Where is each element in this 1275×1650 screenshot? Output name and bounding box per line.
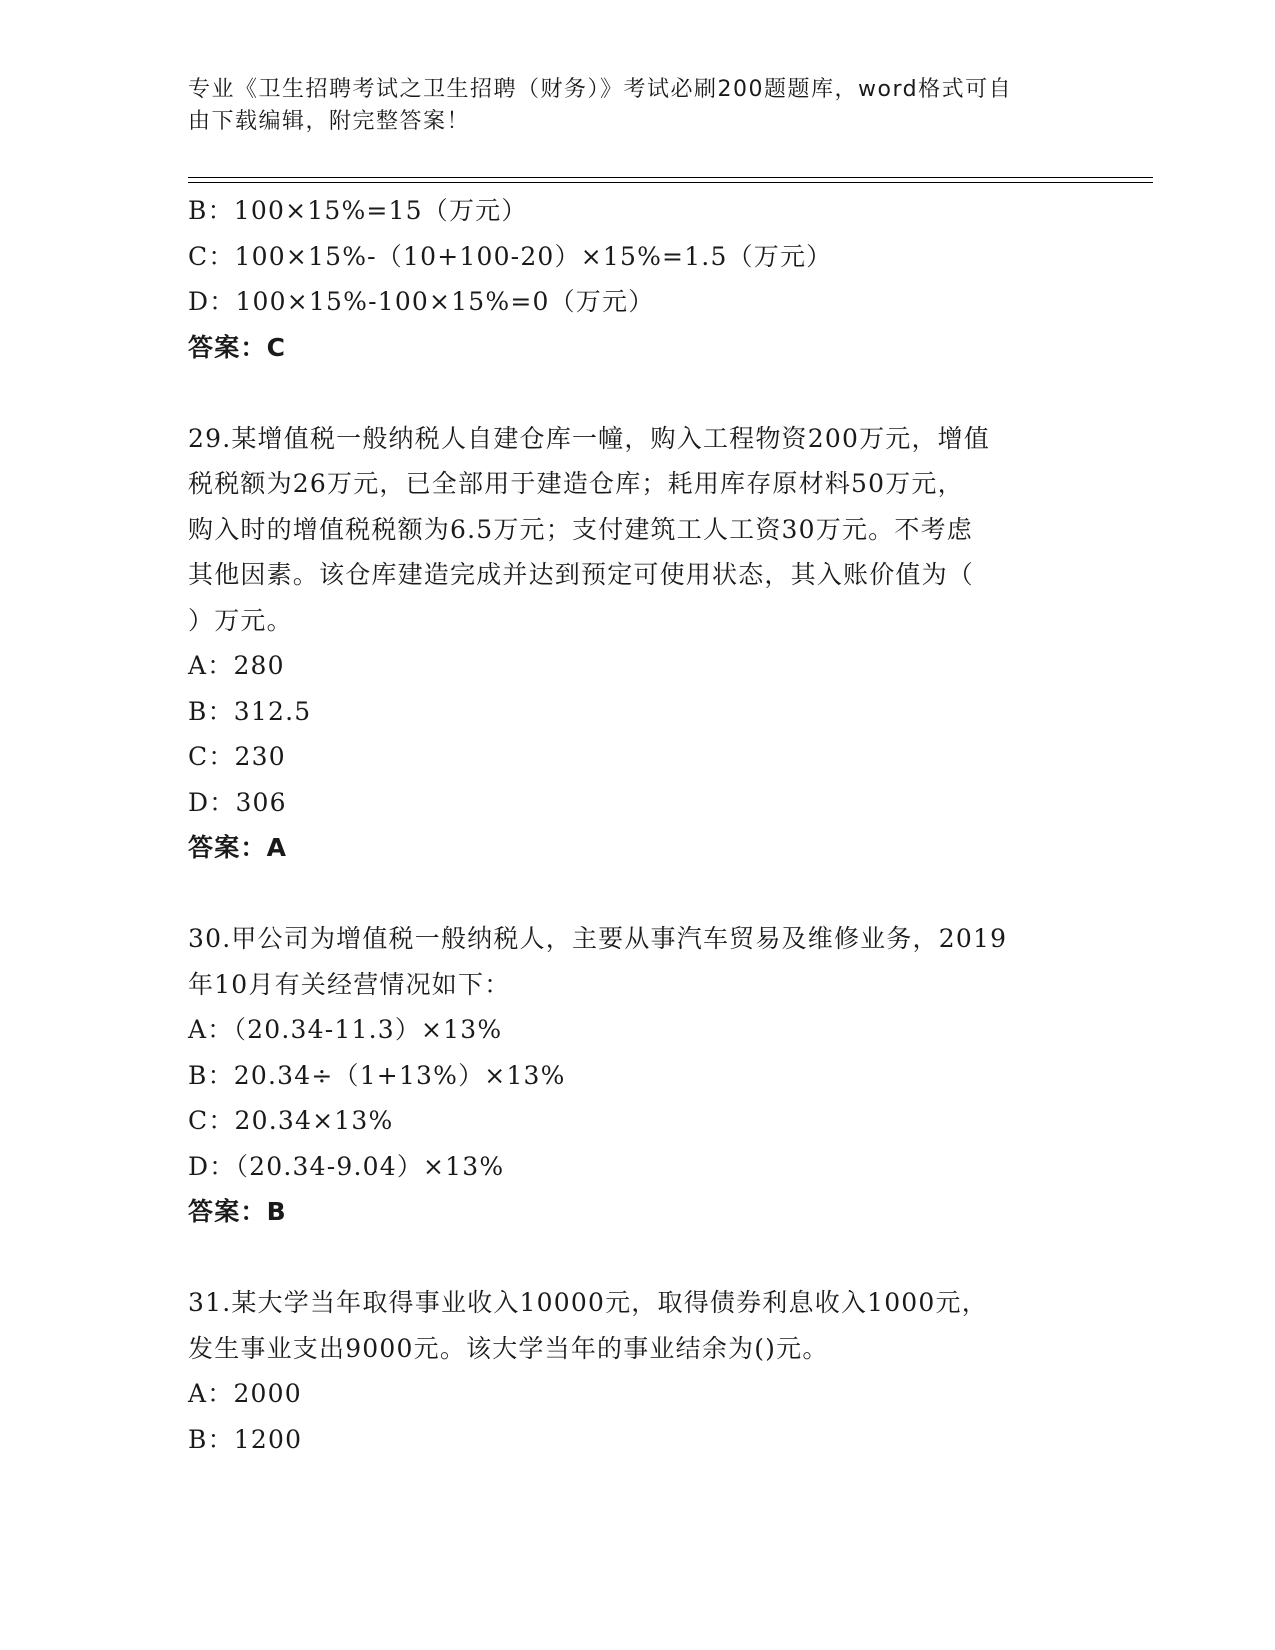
- spacer: [188, 871, 1088, 917]
- question-29-line: ）万元。: [188, 605, 293, 635]
- question-30-line: 年10月有关经营情况如下：: [188, 969, 511, 999]
- header-line-1: 专业《卫生招聘考试之卫生招聘（财务）》考试必刷200题题库，word格式可自: [188, 77, 1013, 102]
- question-29-options: [188, 643, 1088, 825]
- option-d: D：（20.34-9.04）×13%: [188, 1151, 505, 1181]
- option-b: B：1200: [188, 1424, 303, 1454]
- option-b: B：100×15%=15（万元）: [188, 196, 528, 225]
- question-29-answer: 答案：A: [188, 833, 288, 862]
- question-30-text: [188, 916, 1088, 1007]
- option-b: B：20.34÷（1+13%）×13%: [188, 1060, 566, 1090]
- question-31-text: [188, 1280, 1088, 1371]
- option-b: B：312.5: [188, 696, 312, 726]
- option-a: A：2000: [188, 1379, 302, 1408]
- option-d: D：306: [188, 787, 287, 817]
- document-header: [188, 74, 1088, 138]
- question-30-options: [188, 1007, 1088, 1189]
- header-divider-top: [188, 177, 1153, 178]
- header-divider-bottom: [188, 182, 1153, 183]
- question-30-line: 30.甲公司为增值税一般纳税人，主要从事汽车贸易及维修业务，2019: [188, 924, 1008, 953]
- spacer: [188, 1235, 1088, 1281]
- option-c: C：20.34×13%: [188, 1106, 394, 1135]
- option-c: C：230: [188, 742, 286, 771]
- question-29-line: 29.某增值税一般纳税人自建仓库一幢，购入工程物资200万元，增值: [188, 423, 991, 453]
- question-31-options: [188, 1371, 1088, 1462]
- prev-question-answer: 答案：C: [188, 332, 287, 362]
- option-a: A：280: [188, 651, 285, 680]
- option-c: C：100×15%-（10+100-20）×15%=1.5（万元）: [188, 241, 833, 271]
- question-31-line: 31.某大学当年取得事业收入10000元，取得债券利息收入1000元，: [188, 1288, 988, 1317]
- question-29-line: 购入时的增值税税额为6.5万元；支付建筑工人工资30万元。不考虑: [188, 514, 973, 544]
- prev-question-options: [188, 188, 1088, 325]
- question-31-line: 发生事业支出9000元。该大学当年的事业结余为()元。: [188, 1333, 829, 1363]
- spacer: [188, 370, 1088, 416]
- question-content: [188, 188, 1088, 1462]
- question-29-text: [188, 416, 1088, 644]
- question-29-line: 其他因素。该仓库建造完成并达到预定可使用状态，其入账价值为（: [188, 560, 975, 589]
- question-30-answer: 答案：B: [188, 1197, 287, 1226]
- header-line-2: 由下载编辑，附完整答案！: [188, 109, 471, 134]
- option-a: A：（20.34-11.3）×13%: [188, 1015, 503, 1044]
- option-d: D：100×15%-100×15%=0（万元）: [188, 287, 655, 316]
- question-29-line: 税税额为26万元，已全部用于建造仓库；耗用库存原材料50万元，: [188, 469, 964, 498]
